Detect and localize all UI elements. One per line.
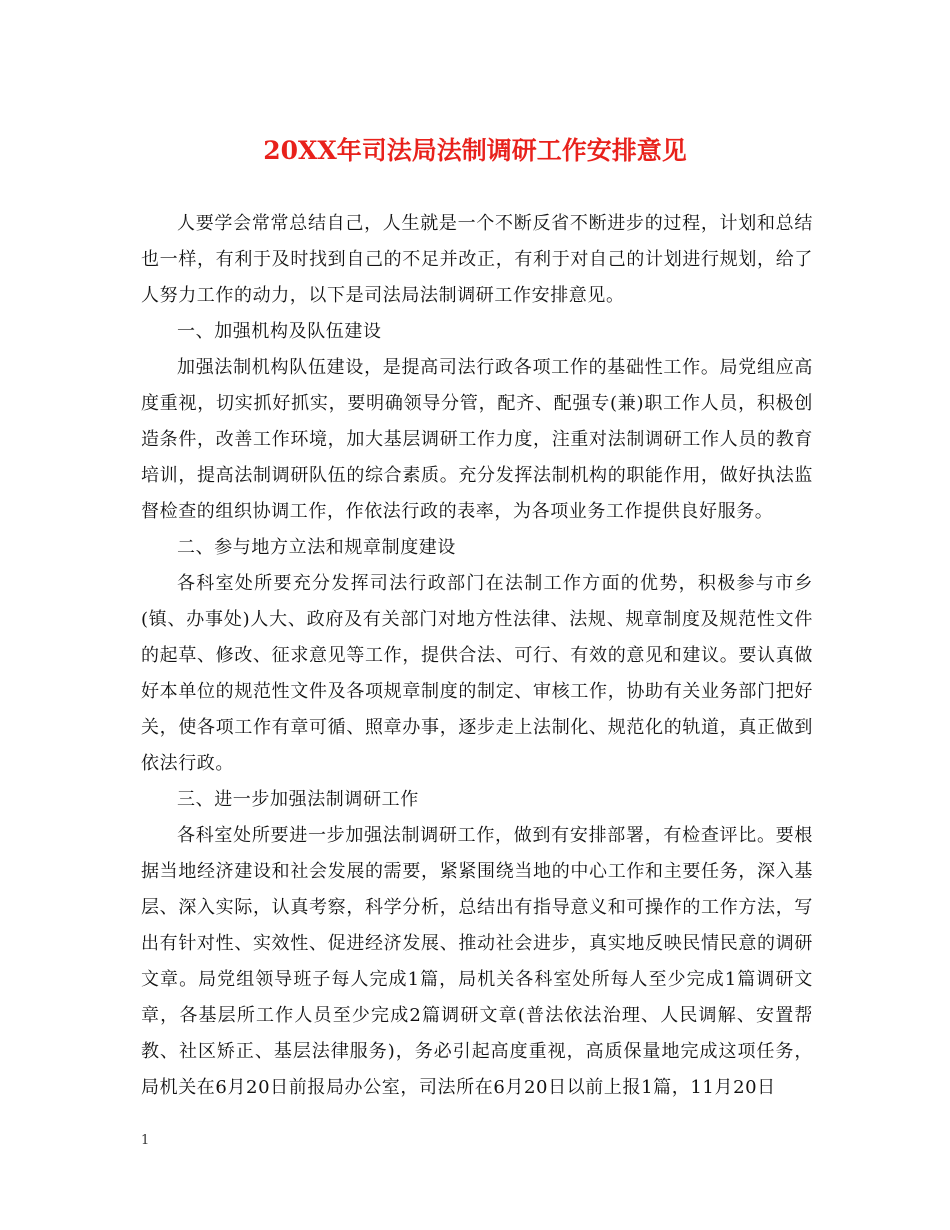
document-body [141, 206, 813, 1106]
section-heading-1: 一、加强机构及队伍建设 [177, 321, 382, 342]
section-2-paragraph: 各科室处所要充分发挥司法行政部门在法制工作方面的优势，积极参与市乡(镇、办事处)人大、政府及有关部门对地方性法律、法规、规章制度及规范性文件的起草、修改、征求意见等工作，提供合法、可行、有效的意见和建议。要认真做好本单位的规范性文件及各项规章制度的制定、审核工作，协助有关业务部门把好关，使各项工作有章可循、照章办事，逐步走上法制化、规范化的轨道，真正做到依法行政。 [141, 573, 813, 774]
page-number: 1 [141, 1133, 150, 1148]
intro-paragraph: 人要学会常常总结自己，人生就是一个不断反省不断进步的过程，计划和总结也一样，有利于及时找到自己的不足并改正，有利于对自己的计划进行规划，给了人努力工作的动力，以下是司法局法制调研工作安排意见。 [141, 213, 813, 306]
section-3-paragraph: 各科室处所要进一步加强法制调研工作，做到有安排部署，有检查评比。要根据当地经济建设和社会发展的需要，紧紧围绕当地的中心工作和主要任务，深入基层、深入实际，认真考察，科学分析，总结出有指导意义和可操作的工作方法，写出有针对性、实效性、促进经济发展、推动社会进步，真实地反映民情民意的调研文章。局党组领导班子每人完成1篇，局机关各科室处所每人至少完成1篇调研文章，各基层所工作人员至少完成2篇调研文章(普法依法治理、人民调解、安置帮教、社区矫正、基层法律服务)，务必引起高度重视，高质保量地完成这项任务，局机关在6月20日前报局办公室，司法所在6月20日以前上报1篇，11月20日 [141, 825, 813, 1098]
document-title: 20XX年司法局法制调研工作安排意见 [263, 136, 687, 165]
section-heading-2: 二、参与地方立法和规章制度建设 [177, 537, 456, 558]
section-heading-3: 三、进一步加强法制调研工作 [177, 789, 419, 810]
section-1-paragraph: 加强法制机构队伍建设，是提高司法行政各项工作的基础性工作。局党组应高度重视，切实抓好抓实，要明确领导分管，配齐、配强专(兼)职工作人员，积极创造条件，改善工作环境，加大基层调研工作力度，注重对法制调研工作人员的教育培训，提高法制调研队伍的综合素质。充分发挥法制机构的职能作用，做好执法监督检查的组织协调工作，作依法行政的表率，为各项业务工作提供良好服务。 [141, 357, 813, 522]
